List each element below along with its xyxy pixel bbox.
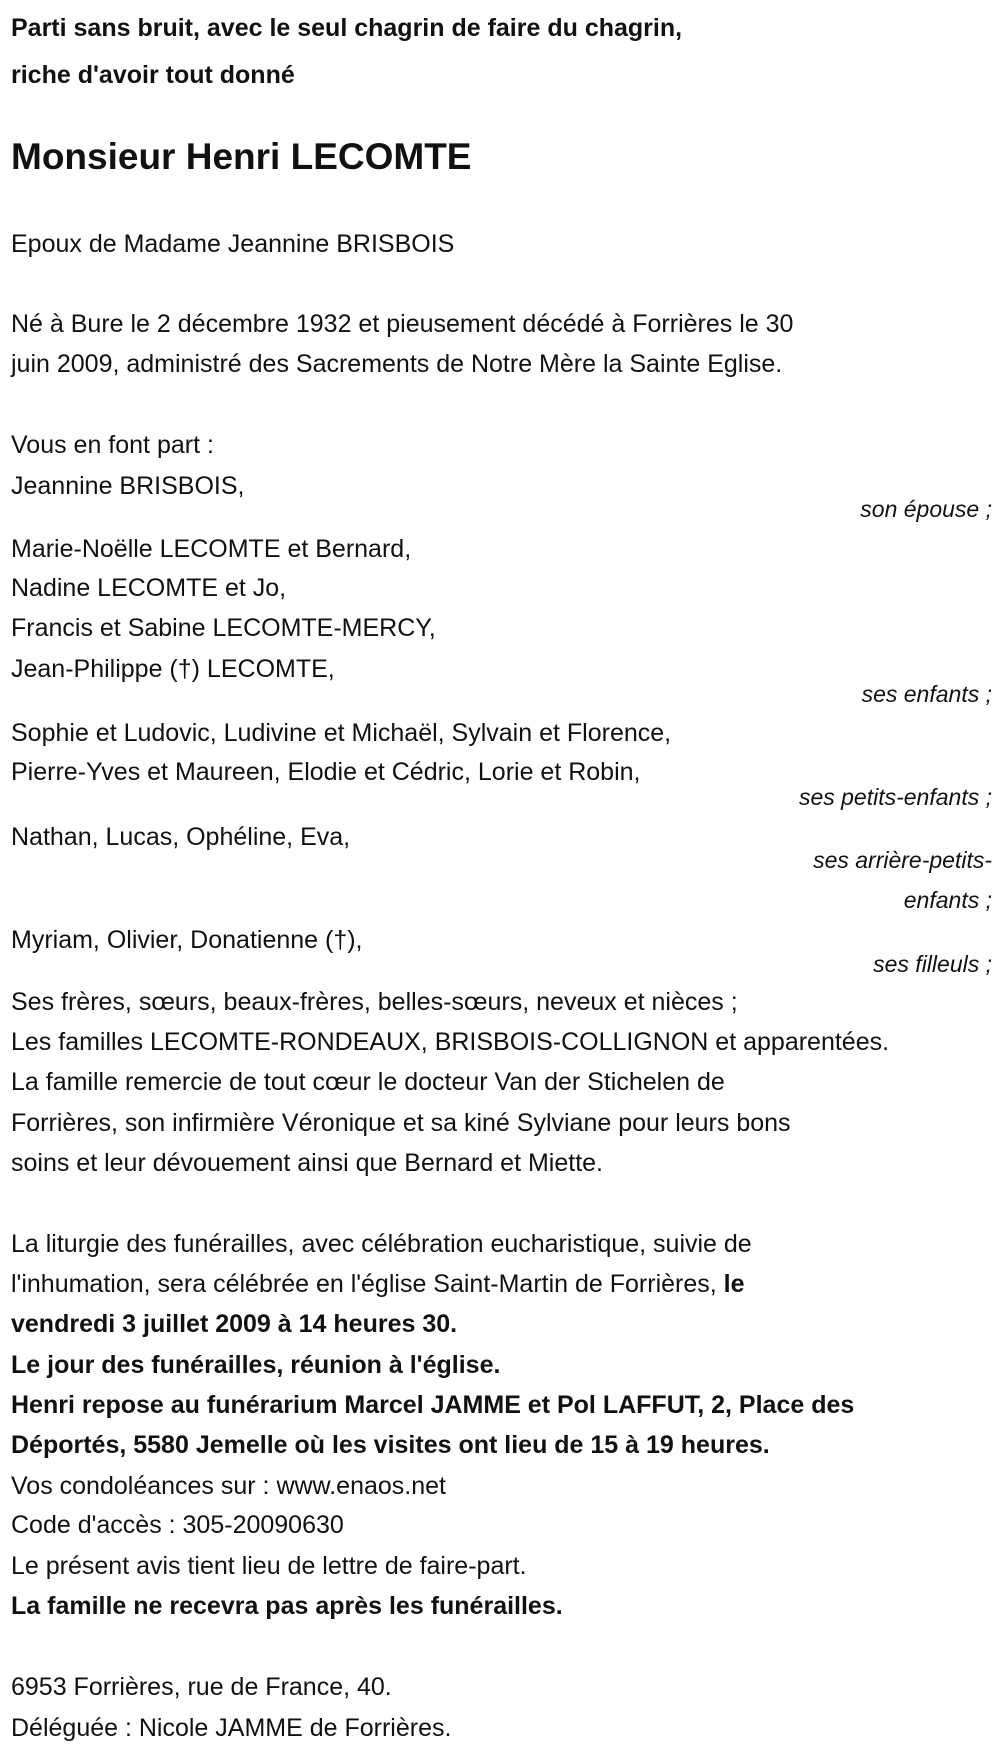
family-role: ses enfants ;	[861, 681, 992, 707]
family-name: Myriam, Olivier, Donatienne (†),	[11, 926, 363, 954]
funeral-visit: Déportés, 5580 Jemelle où les visites ont lieu de 15 à 19 heures.	[11, 1431, 770, 1459]
address-line: 6953 Forrières, rue de France, 40.	[11, 1673, 392, 1701]
family-name: Sophie et Ludovic, Ludivine et Michaël, Sylvain et Florence,	[11, 719, 672, 747]
thanks-line: Forrières, son infirmière Véronique et sa kiné Sylviane pour leurs bons	[11, 1109, 791, 1137]
delegate-line: Déléguée : Nicole JAMME de Forrières.	[11, 1714, 452, 1742]
thanks-line: soins et leur dévouement ainsi que Bernard et Miette.	[11, 1149, 604, 1177]
funeral-text: l'inhumation, sera célébrée en l'église Saint-Martin de Forrières,	[11, 1270, 717, 1298]
family-role: ses arrière-petits-	[813, 847, 992, 873]
birth-death-line: Né à Bure le 2 décembre 1932 et pieusement décédé à Forrières le 30	[11, 310, 794, 338]
family-name: Francis et Sabine LECOMTE-MERCY,	[11, 614, 436, 642]
thanks-line: La famille remercie de tout cœur le docteur Van der Stichelen de	[11, 1068, 725, 1096]
funeral-meeting: Le jour des funérailles, réunion à l'église.	[11, 1351, 501, 1379]
family-role: son épouse ;	[860, 496, 992, 522]
page-title: Monsieur Henri LECOMTE	[11, 136, 472, 177]
family-name: Nadine LECOMTE et Jo,	[11, 574, 287, 602]
epigraph-line: riche d'avoir tout donné	[11, 61, 295, 89]
no-reception-line: La famille ne recevra pas après les funérailles.	[11, 1592, 563, 1620]
family-role: enfants ;	[903, 887, 992, 913]
notice-line: Le présent avis tient lieu de lettre de faire-part.	[11, 1552, 527, 1580]
condolences-line: Vos condoléances sur : www.enaos.net	[11, 1472, 446, 1500]
family-name: Nathan, Lucas, Ophéline, Eva,	[11, 823, 351, 851]
funeral-date: vendredi 3 juillet 2009 à 14 heures 30.	[11, 1310, 458, 1338]
announce-intro: Vous en font part :	[11, 431, 214, 459]
funeral-line: La liturgie des funérailles, avec célébration eucharistique, suivie de	[11, 1230, 752, 1258]
family-name: Jean-Philippe (†) LECOMTE,	[11, 655, 335, 683]
access-code: Code d'accès : 305-20090630	[11, 1511, 344, 1539]
others-line: Ses frères, sœurs, beaux-frères, belles-sœurs, neveux et nièces ;	[11, 988, 738, 1016]
spouse-line: Epoux de Madame Jeannine BRISBOIS	[11, 230, 455, 258]
funeral-visit: Henri repose au funérarium Marcel JAMME et Pol LAFFUT, 2, Place des	[11, 1391, 855, 1419]
birth-death-line: juin 2009, administré des Sacrements de Notre Mère la Sainte Eglise.	[11, 350, 783, 378]
funeral-line	[11, 1264, 745, 1304]
epigraph-line: Parti sans bruit, avec le seul chagrin de faire du chagrin,	[11, 14, 683, 42]
family-name: Marie-Noëlle LECOMTE et Bernard,	[11, 535, 412, 563]
family-role: ses filleuls ;	[873, 951, 992, 977]
family-name: Jeannine BRISBOIS,	[11, 472, 245, 500]
funeral-text-bold: le	[716, 1270, 745, 1298]
family-name: Pierre-Yves et Maureen, Elodie et Cédric, Lorie et Robin,	[11, 758, 641, 786]
others-line: Les familles LECOMTE-RONDEAUX, BRISBOIS-COLLIGNON et apparentées.	[11, 1028, 890, 1056]
family-role: ses petits-enfants ;	[798, 784, 992, 810]
